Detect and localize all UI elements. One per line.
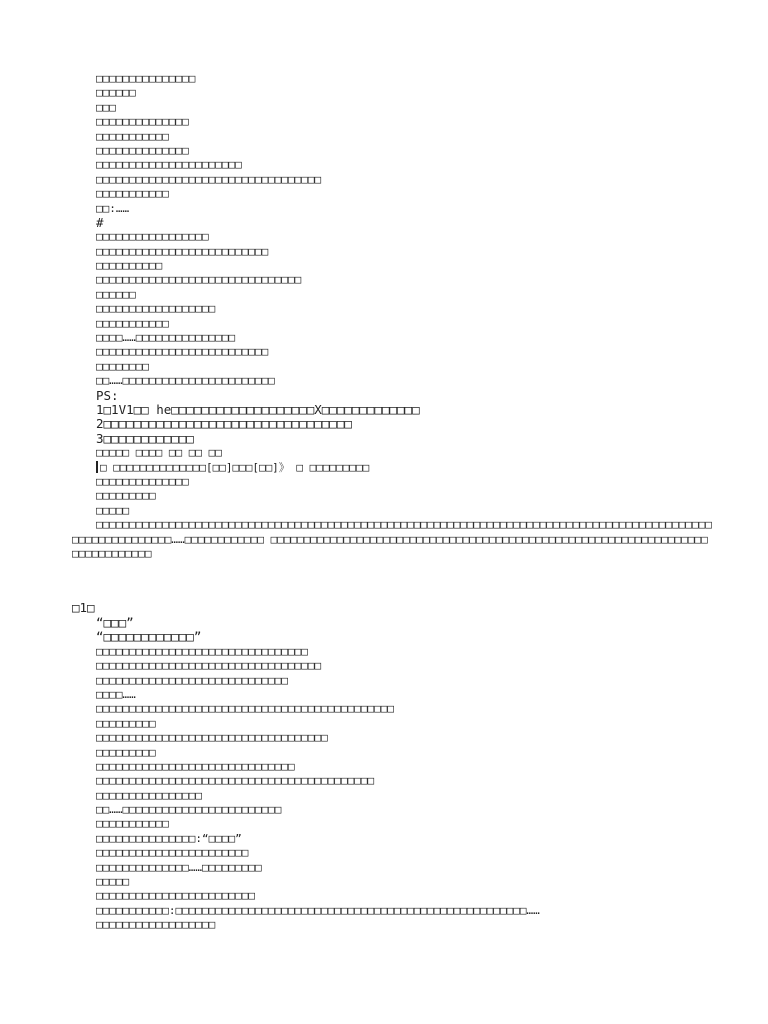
text-line: □□□□□□□□□□□□□□□□□□□□□□□□□□□□□□□□□□□ (96, 731, 328, 745)
text-line: □□……□□□□□□□□□□□□□□□□□□□□□□□□ (96, 803, 282, 817)
text-line: □□□□□□□□□□□□□□□□□□□□□□□□□□□□□□□□□□ (96, 172, 322, 186)
dialogue-line: “□□□” (96, 616, 134, 630)
text-line: # (96, 215, 104, 230)
text-line: □□□□□□□□□□□□□□□□□□□□□□□□ (96, 889, 255, 903)
ps-label: PS: (96, 388, 119, 403)
text-line: □□□□□□□□□□□ (96, 129, 169, 143)
cursor-line[interactable] (72, 461, 712, 475)
text-line: □□□□□□□□□ (96, 716, 156, 730)
text-line: □□□□□□□□ (96, 359, 149, 373)
cursor-line-text: □ □□□□□□□□□□□□□□[□□]□□□[□□]》 □ □□□□□□□□□ (100, 460, 370, 474)
text-line: □□□□□□□□□□□□□□□□□□□□□□□□□□□□□□□ (96, 273, 302, 287)
text-block-1 (72, 72, 712, 561)
text-block-2 (72, 600, 712, 933)
ps-item-1: 1□1V1□□ he□□□□□□□□□□□□□□□□□□□X□□□□□□□□□□□□□ (96, 402, 420, 417)
text-line: □□□□□□□□□□□□□□□□□□□□□□□□□□□□□□□□□□ (96, 659, 322, 673)
text-line: □□□□□□□□□□□□□□ (96, 143, 189, 157)
text-line: □□□□□□□□□□□□□□□□□□□□□□□□□□□□□□□□□□□□□□□□□□ (96, 774, 375, 788)
text-line: □□□□□ (96, 875, 130, 889)
text-line: □□□□□□□□□□□□□□□□ (96, 788, 202, 802)
chapter-heading: □1□ (72, 600, 95, 615)
text-line: □□□□□□ (96, 86, 136, 100)
text-line: □□□□□□□□□□□□□□……□□□□□□□□□ (96, 860, 262, 874)
text-line: □□□□□□□□□□□□□□□:“□□□□” (96, 831, 242, 845)
ps-item-3: 3□□□□□□□□□□□□ (96, 431, 194, 446)
text-line: □□□□□□□□□□□ (96, 187, 169, 201)
text-line: □□□□□□□□□□□:□□□□□□□□□□□□□□□□□□□□□□□□□□□□□□□□□□□□□□□□□□□□□□□□□□□□□…… (96, 903, 540, 917)
text-line: □□□□……□□□□□□□□□□□□□□□ (96, 331, 236, 345)
text-line: □□□□…… (96, 687, 136, 701)
text-line: □□□□□ □□□□ □□ □□ □□ (96, 446, 222, 460)
text-line: □□□□□□□□□□□ (96, 817, 169, 831)
text-line: □□□□□□□□□□□□□□□□□□ (96, 918, 216, 932)
text-line: □□□□□□□□□□□□□□ (96, 115, 189, 129)
text-line: □□□□□□□□□□□□□□□ (96, 72, 196, 85)
text-line: □□□□□□□□□□□□□□□□□□□□□□□□□□ (96, 244, 269, 258)
text-line: □□□□□□□□□□□□□□□□□□□□□□□ (96, 846, 249, 860)
text-line: □□□□□□□□□□□□□□□□□□□□□□□□□□□□□ (96, 673, 289, 687)
dialogue-line: “□□□□□□□□□□□□” (96, 630, 202, 645)
text-line: □□□□□□□□□□□□□□□□□□□□□□□□□□□□□□□□□□□□□□□□□□□□□ (96, 702, 395, 716)
text-line: □□□□□□ (96, 287, 136, 301)
text-line: □□□□□□□□□□□□□□□□□ (96, 230, 209, 244)
text-line: □□□□□□□□□□□ (96, 316, 169, 330)
text-line: □□……□□□□□□□□□□□□□□□□□□□□□□□ (96, 374, 275, 388)
text-line: □□□□□□□□□□□□□□ (96, 474, 189, 488)
ps-item-2: 2□□□□□□□□□□□□□□□□□□□□□□□□□□□□□□□□□ (96, 417, 352, 432)
text-line: □□□□□□□□□ (96, 489, 156, 503)
long-paragraph: □□□□□□□□□□□□□□□□□□□□□□□□□□□□□□□□□□□□□□□□□□□□□□□□□□□□□□□□□□□□□□□□□□□□□□□□□□□□□□□□□□□□□□□□□□□□□□□□□□□□□□□□□□□□……□□□□□□□□□□□□ □□□□□□□□□□□□□□□□□□□□□□□□□□□□□□□□□□□□□□□□□□□□□□□□□□□□□□□□□□□□□□□□□□□□□□□□□□□□□□ (72, 518, 712, 560)
text-line: □□□□□□□□□□□□□□□□□□□□□□ (96, 158, 242, 172)
text-line: □□□□□□□□□□□□□□□□□□□□□□□□□□□□□□□□ (96, 644, 308, 658)
text-line: □□□□□□□□□□□□□□□□□□□□□□□□□□ (96, 345, 269, 359)
text-line: □□□ (96, 100, 116, 114)
text-line: □□□□□□□□□□□□□□□□□□ (96, 302, 216, 316)
text-line: □□□□□□□□□ (96, 745, 156, 759)
text-line: □□□□□ (96, 503, 130, 517)
text-line: □□□□□□□□□□□□□□□□□□□□□□□□□□□□□□ (96, 759, 295, 773)
text-cursor (96, 461, 98, 473)
text-line: □□□□□□□□□□ (96, 259, 163, 273)
text-line: □□:…… (96, 201, 130, 215)
